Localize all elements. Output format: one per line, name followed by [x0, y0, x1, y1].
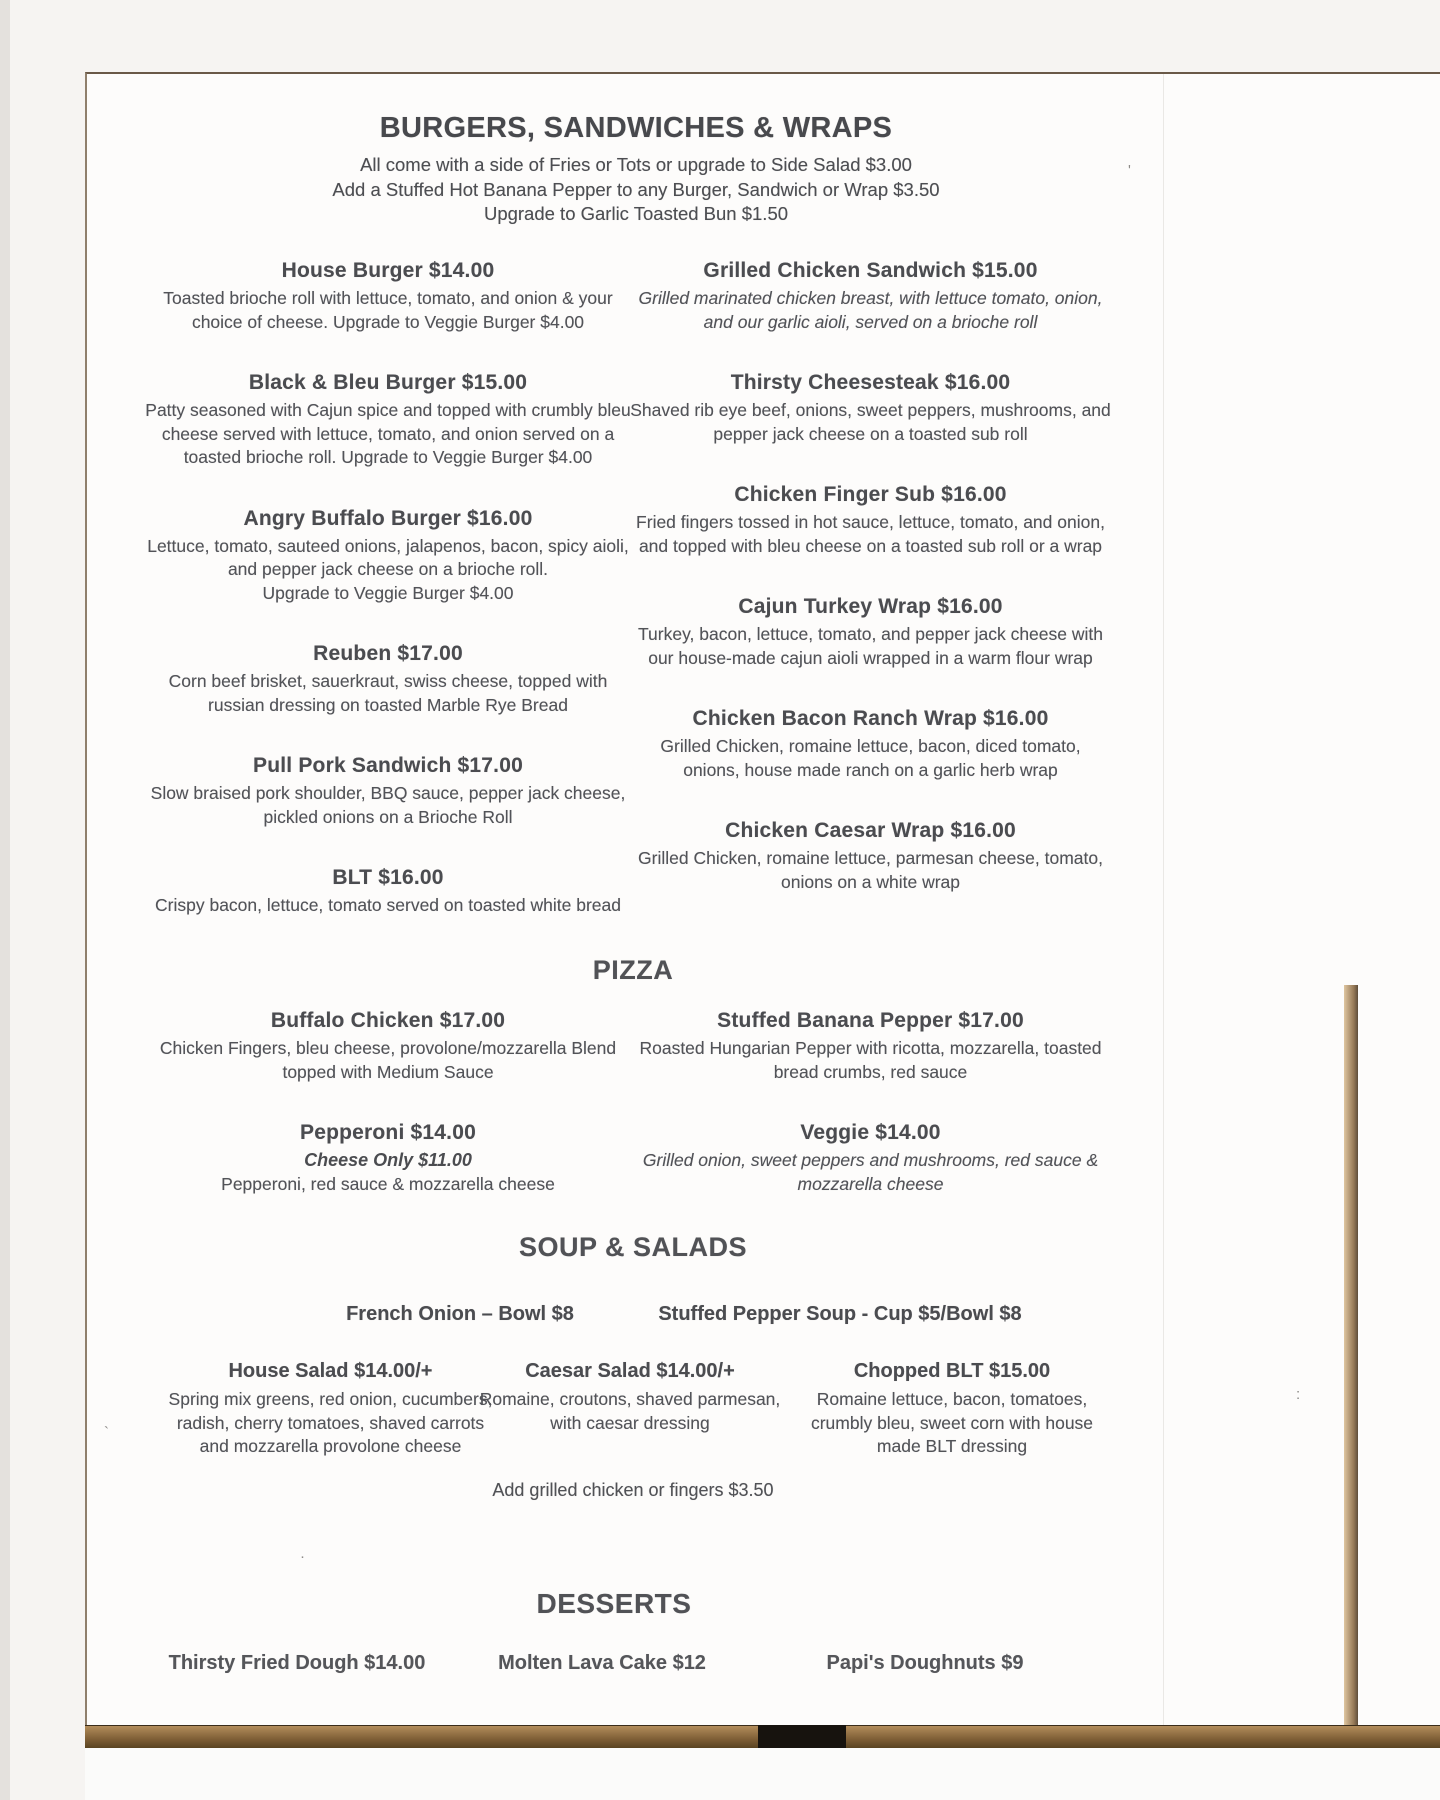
menu-item-chicken-finger-sub [628, 482, 1113, 558]
menu-item-desc-line: Patty seasoned with Cajun spice and topped with crumbly bleu [145, 400, 631, 420]
menu-item-molten-lava-cake: Molten Lava Cake $12 [498, 1652, 706, 1674]
menu-item-desc-line: russian dressing on toasted Marble Rye Bread [208, 694, 568, 715]
menu-item-desc-line: cheese served with lettuce, tomato, and onion served on a [161, 423, 615, 444]
menu-item-name: Cajun Turkey Wrap $16.00 [738, 595, 1003, 618]
menu-item-desc-line: Grilled Chicken, romaine lettuce, parmesan cheese, tomato, [638, 848, 1103, 868]
menu-item-thirsty-fried-dough: Thirsty Fried Dough $14.00 [168, 1652, 426, 1674]
menu-item-desc-line: Crispy bacon, lettuce, tomato served on toasted white bread [155, 895, 621, 915]
menu-item-desc-line: Spring mix greens, red onion, cucumbers, [168, 1389, 493, 1409]
menu-item-desc-line: and topped with bleu cheese on a toasted sub roll or a wrap [638, 535, 1103, 556]
menu-item-chicken-bacon-ranch-wrap [628, 706, 1113, 782]
menu-item-name: Reuben $17.00 [313, 642, 463, 665]
menu-item-papis-doughnuts: Papi's Doughnuts $9 [826, 1652, 1024, 1674]
menu-item-name: BLT $16.00 [332, 866, 444, 889]
pizza-right-column [628, 1008, 1113, 1232]
menu-item-grilled-chicken-sandwich [628, 258, 1113, 334]
below-table-area [85, 1748, 1440, 1800]
menu-item-desc-line: our house-made cajun aioli wrapped in a warm flour wrap [648, 647, 1093, 668]
menu-item-stuffed-pepper-soup: Stuffed Pepper Soup - Cup $5/Bowl $8 [658, 1303, 1022, 1325]
menu-item-desc-line: with caesar dressing [550, 1412, 710, 1433]
menu-item-desc-line: Turkey, bacon, lettuce, tomato, and pepper jack cheese with [638, 624, 1103, 644]
menu-item-name: Caesar Salad $14.00/+ [525, 1360, 735, 1382]
menu-item-desc-line: mozzarella cheese [797, 1173, 944, 1194]
menu-item-desc-line: Grilled Chicken, romaine lettuce, bacon, diced tomato, [660, 736, 1081, 756]
menu-item-desc-line: Grilled marinated chicken breast, with lettuce tomato, onion, [638, 288, 1103, 308]
menu-item-desc-line: and mozzarella provolone cheese [199, 1436, 462, 1456]
note-line: All come with a side of Fries or Tots or upgrade to Side Salad $3.00 [360, 154, 912, 175]
menu-item-name: Black & Bleu Burger $15.00 [248, 371, 528, 394]
menu-item-name: House Salad $14.00/+ [228, 1360, 433, 1382]
menu-item-name: House Burger $14.00 [281, 259, 495, 282]
table-wood-gap [758, 1725, 846, 1749]
menu-item-desc-line: Shaved rib eye beef, onions, sweet peppers, mushrooms, and [630, 400, 1111, 420]
menu-item-desc-line: bread crumbs, red sauce [773, 1061, 968, 1082]
menu-item-desc-line: Roasted Hungarian Pepper with ricotta, mozzarella, toasted [639, 1038, 1102, 1058]
menu-item-desc-line: topped with Medium Sauce [282, 1061, 494, 1082]
note-line: Upgrade to Garlic Toasted Bun $1.50 [483, 203, 789, 224]
menu-item-chicken-caesar-wrap [628, 818, 1113, 894]
section-title-pizza: PIZZA [592, 955, 674, 985]
section-title-desserts: DESSERTS [536, 1588, 692, 1619]
paper-fold-line [1163, 74, 1164, 1725]
photo-left-edge-shade [0, 0, 10, 1800]
section-title-soup-salads: SOUP & SALADS [518, 1232, 748, 1262]
table-wood-right-edge [1344, 985, 1358, 1725]
menu-item-house-burger [138, 258, 638, 334]
menu-item-blt [138, 865, 638, 918]
menu-item-desc-line: Romaine lettuce, bacon, tomatoes, [816, 1389, 1088, 1409]
menu-item-veggie-pizza [628, 1120, 1113, 1196]
menu-item-name: Buffalo Chicken $17.00 [270, 1009, 506, 1032]
menu-item-thirsty-cheesesteak [628, 370, 1113, 446]
menu-item-desc-line: Slow braised pork shoulder, BBQ sauce, pepper jack cheese, [150, 783, 626, 803]
menu-item-desc-line: Fried fingers tossed in hot sauce, lettuce, tomato, and onion, [636, 512, 1105, 532]
menu-item-name: Chicken Bacon Ranch Wrap $16.00 [692, 707, 1049, 730]
menu-item-cajun-turkey-wrap [628, 594, 1113, 670]
menu-item-pull-pork-sandwich [138, 753, 638, 829]
menu-item-desc-line: onions on a white wrap [781, 871, 960, 892]
burgers-left-column [138, 258, 638, 954]
menu-item-desc-line: pickled onions on a Brioche Roll [263, 806, 513, 827]
menu-item-pepperoni-pizza [138, 1120, 638, 1196]
menu-item-desc-line: pepper jack cheese on a toasted sub roll [713, 423, 1028, 444]
menu-item-name: Thirsty Cheesesteak $16.00 [730, 371, 1011, 394]
scan-speck: : [1296, 1386, 1301, 1403]
menu-item-name: Angry Buffalo Burger $16.00 [243, 506, 533, 530]
section-title-burgers: BURGERS, SANDWICHES & WRAPS [379, 112, 893, 144]
menu-item-name: Veggie $14.00 [800, 1121, 941, 1144]
menu-item-desc-line: Pepperoni, red sauce & mozzarella cheese [221, 1173, 555, 1194]
section-notes [136, 153, 1136, 227]
menu-item-desc-line: radish, cherry tomatoes, shaved carrots [176, 1412, 485, 1433]
menu-item-subname: Cheese Only $11.00 [304, 1150, 472, 1170]
menu-item-desc-line: Corn beef brisket, sauerkraut, swiss cheese, topped with [168, 671, 608, 691]
scan-speck: ' [1128, 162, 1131, 179]
burgers-right-column [628, 258, 1113, 930]
scan-speck: · [300, 1548, 305, 1565]
menu-item-name: Chicken Caesar Wrap $16.00 [725, 819, 1016, 842]
menu-item-name: Pull Pork Sandwich $17.00 [253, 754, 523, 777]
scan-speck: ` [104, 1424, 109, 1441]
menu-item-desc-line: onions, house made ranch on a garlic herb wrap [683, 759, 1058, 780]
menu-item-stuffed-banana-pepper-pizza [628, 1008, 1113, 1084]
menu-item-desc-line: Chicken Fingers, bleu cheese, provolone/mozzarella Blend [159, 1038, 617, 1058]
menu-item-black-bleu-burger [138, 370, 638, 470]
pizza-left-column [138, 1008, 638, 1232]
menu-item-desc-line: crumbly bleu, sweet corn with house [810, 1412, 1094, 1433]
menu-item-desc-line: Toasted brioche roll with lettuce, tomato, and onion & your [163, 288, 613, 308]
menu-item-desc-line: made BLT dressing [876, 1436, 1028, 1456]
note-line: Add a Stuffed Hot Banana Pepper to any Burger, Sandwich or Wrap $3.50 [332, 178, 940, 200]
menu-item-desc-line: Grilled onion, sweet peppers and mushrooms, red sauce & [642, 1150, 1099, 1170]
table-wood-bottom-edge [85, 1725, 1440, 1749]
menu-item-desc-line: Romaine, croutons, shaved parmesan, [479, 1389, 781, 1409]
menu-item-caesar-salad [455, 1358, 805, 1435]
menu-item-desc-line: and our garlic aioli, served on a brioche roll [703, 311, 1038, 332]
menu-item-name: Chopped BLT $15.00 [853, 1360, 1051, 1382]
menu-item-angry-buffalo-burger [138, 506, 638, 606]
menu-item-desc-line: and pepper jack cheese on a brioche roll. [227, 559, 549, 579]
menu-item-chopped-blt [768, 1358, 1136, 1459]
menu-item-desc-line: toasted brioche roll. Upgrade to Veggie Burger $4.00 [183, 447, 593, 467]
menu-item-french-onion: French Onion – Bowl $8 [346, 1303, 574, 1325]
salad-addon-note: Add grilled chicken or fingers $3.50 [492, 1480, 774, 1500]
menu-item-desc-line: choice of cheese. Upgrade to Veggie Burger $4.00 [191, 311, 585, 332]
menu-item-desc-line: Upgrade to Veggie Burger $4.00 [262, 582, 514, 603]
menu-item-name: Chicken Finger Sub $16.00 [734, 483, 1007, 506]
menu-item-name: Grilled Chicken Sandwich $15.00 [703, 259, 1038, 282]
menu-item-reuben [138, 641, 638, 717]
menu-item-name: Stuffed Banana Pepper $17.00 [717, 1009, 1024, 1032]
menu-item-buffalo-chicken-pizza [138, 1008, 638, 1084]
menu-item-name: Pepperoni $14.00 [300, 1121, 476, 1144]
menu-item-desc-line: Lettuce, tomato, sauteed onions, jalapenos, bacon, spicy aioli, [147, 535, 629, 556]
